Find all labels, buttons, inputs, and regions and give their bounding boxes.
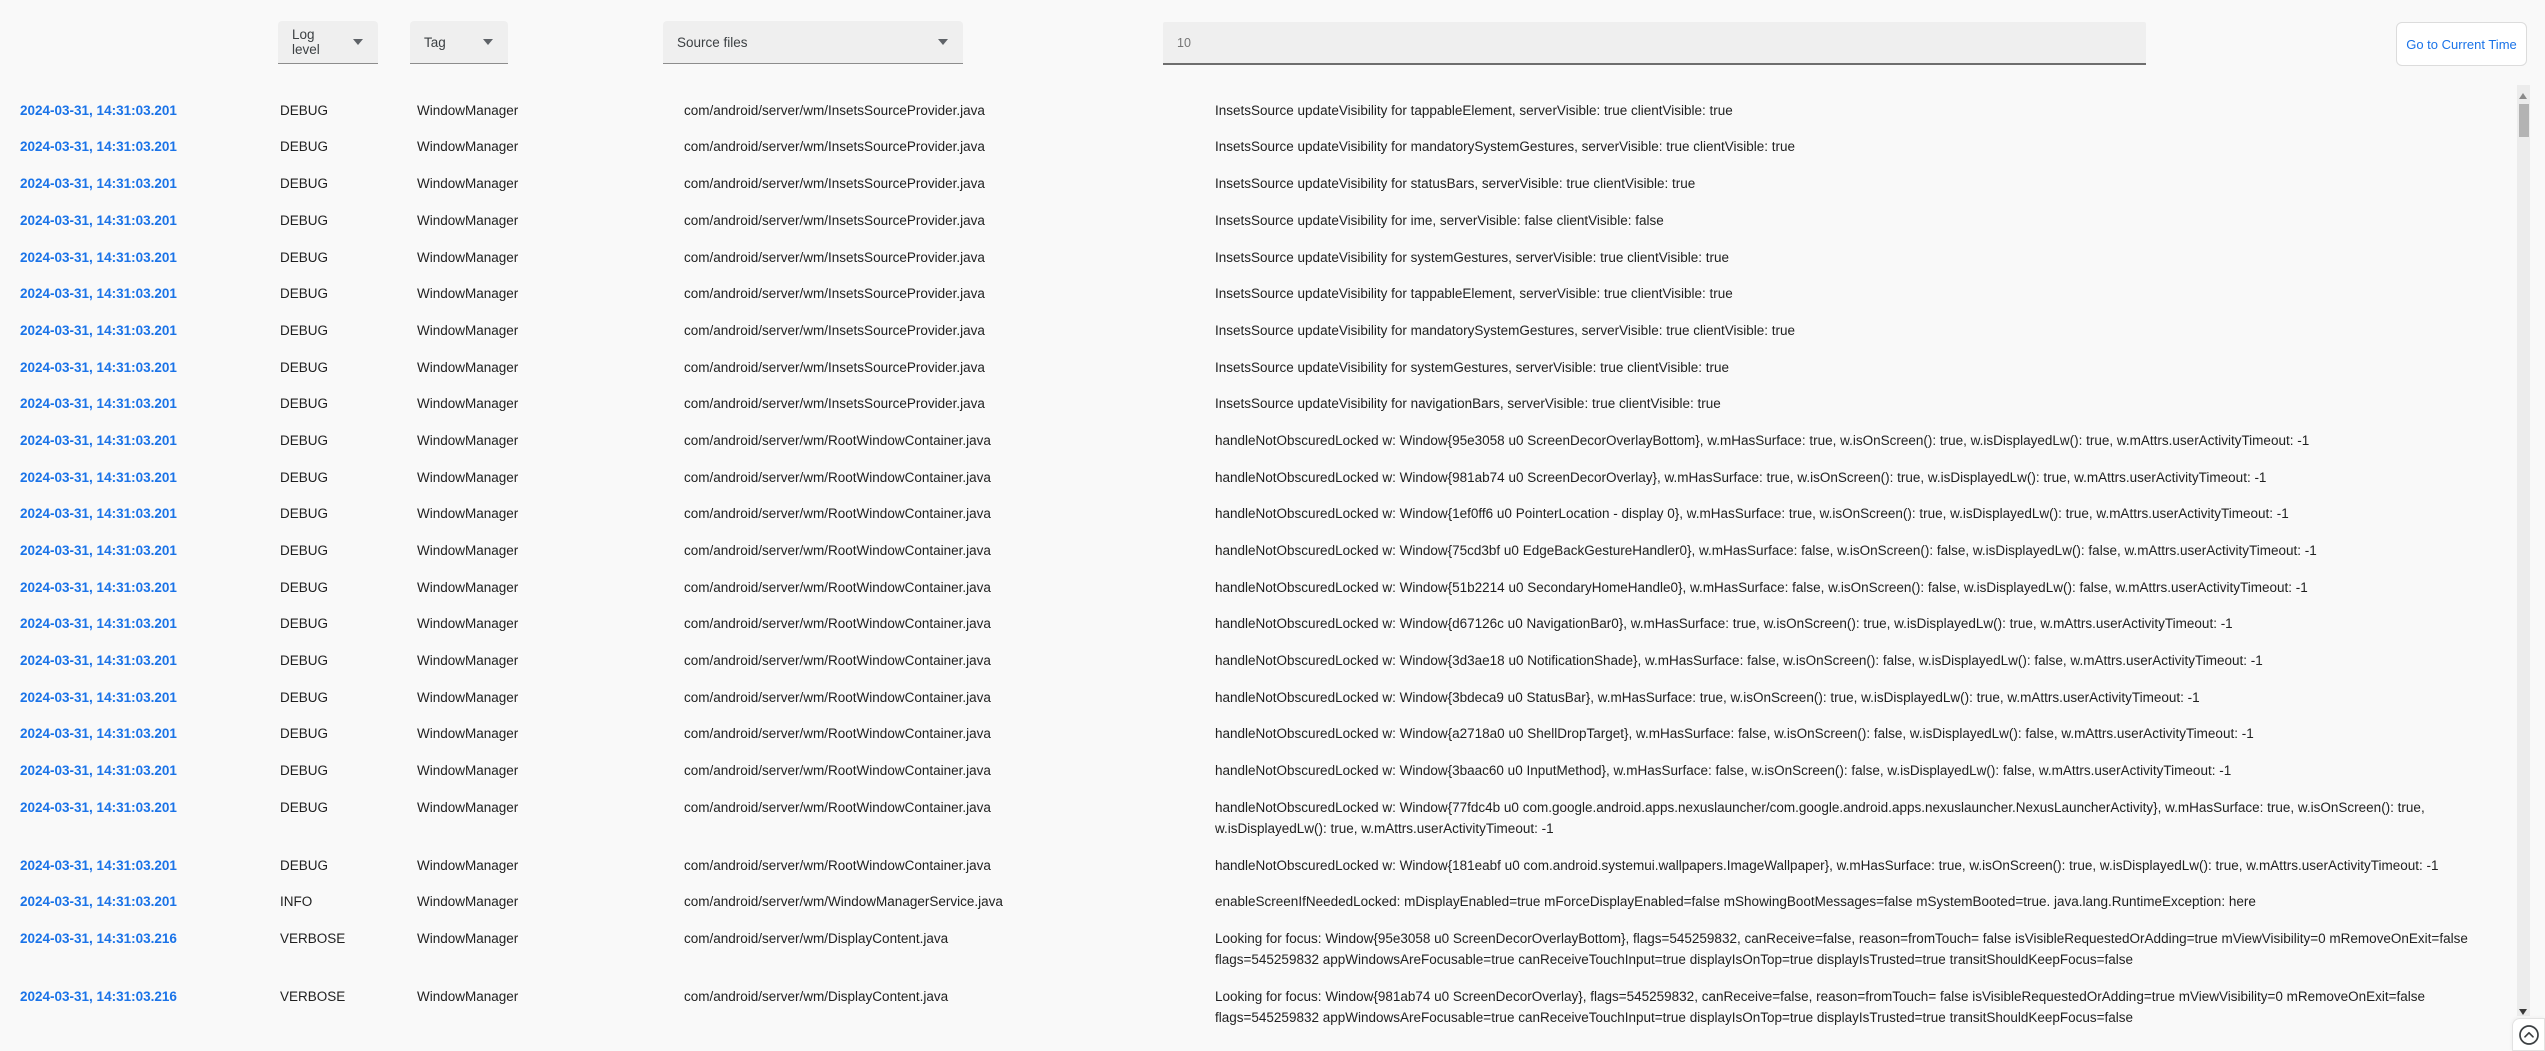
log-tag: WindowManager [417,930,519,946]
log-timestamp-link[interactable]: 2024-03-31, 14:31:03.201 [20,579,177,595]
log-source-file: com/android/server/wm/RootWindowContainer.java [684,432,991,448]
log-timestamp-link[interactable]: 2024-03-31, 14:31:03.201 [20,176,177,192]
log-tag: WindowManager [417,322,519,338]
log-level: DEBUG [280,176,329,192]
filter-toolbar [0,0,2545,85]
log-tag: WindowManager [417,286,519,302]
log-timestamp-link[interactable]: 2024-03-31, 14:31:03.201 [20,763,177,779]
log-source-file: com/android/server/wm/RootWindowContainer.java [684,799,991,815]
log-message: handleNotObscuredLocked w: Window{51b2214 u0 SecondaryHomeHandle0}, w.mHasSurface: false, w.isOnScreen(): false, w.isDisplayedLw(): false, w.mAttrs.userActivityTimeout: -1 [1215,579,2308,595]
log-timestamp-link[interactable]: 2024-03-31, 14:31:03.201 [20,894,177,910]
log-source-file: com/android/server/wm/RootWindowContainer.java [684,579,991,595]
log-message: InsetsSource updateVisibility for tappableElement, serverVisible: true clientVisible: true [1215,102,1733,118]
log-level: DEBUG [280,432,329,448]
log-tag: WindowManager [417,432,519,448]
scrollbar-up-arrow-icon[interactable] [2519,93,2527,99]
circle-chevron-up-icon [2517,1023,2541,1047]
log-source-file: com/android/server/wm/RootWindowContainer.java [684,689,991,705]
log-tag: WindowManager [417,543,519,559]
log-row [0,569,2513,606]
log-level: DEBUG [280,799,329,815]
log-message: handleNotObscuredLocked w: Window{3d3ae18 u0 NotificationShade}, w.mHasSurface: false, w.isOnScreen(): false, w.isDisplayedLw(): false, w.mAttrs.userActivityTimeout: -1 [1215,653,2263,669]
log-row [0,679,2513,716]
log-row [0,847,2513,884]
log-source-file: com/android/server/wm/WindowManagerService.java [684,894,1003,910]
log-timestamp-link[interactable]: 2024-03-31, 14:31:03.201 [20,469,177,485]
log-row [0,239,2513,276]
tag-dropdown[interactable] [410,21,508,64]
log-tag: WindowManager [417,988,519,1004]
log-tag: WindowManager [417,212,519,228]
log-tag: WindowManager [417,139,519,155]
log-row [0,349,2513,386]
log-tag: WindowManager [417,249,519,265]
log-source-file: com/android/server/wm/RootWindowContainer.java [684,616,991,632]
log-source-file: com/android/server/wm/InsetsSourceProvider.java [684,396,985,412]
log-message: InsetsSource updateVisibility for statusBars, serverVisible: true clientVisible: true [1215,176,1696,192]
log-message: InsetsSource updateVisibility for systemGestures, serverVisible: true clientVisible: true [1215,249,1729,265]
log-source-file: com/android/server/wm/InsetsSourceProvider.java [684,249,985,265]
log-row [0,716,2513,753]
log-message: handleNotObscuredLocked w: Window{3bdeca9 u0 StatusBar}, w.mHasSurface: true, w.isOnScreen(): true, w.isDisplayedLw(): true, w.mAttrs.userActivityTimeout: -1 [1215,689,2200,705]
log-row [0,978,2513,1036]
log-message: handleNotObscuredLocked w: Window{d67126c u0 NavigationBar0}, w.mHasSurface: true, w.isOnScreen(): true, w.isDisplayedLw(): true, w.mAttrs.userActivityTimeout: -1 [1215,616,2233,632]
log-timestamp-link[interactable]: 2024-03-31, 14:31:03.201 [20,322,177,338]
log-level: DEBUG [280,469,329,485]
scrollbar-down-arrow-icon[interactable] [2519,1009,2527,1015]
log-tag: WindowManager [417,396,519,412]
log-level-dropdown[interactable] [278,21,378,64]
log-source-file: com/android/server/wm/RootWindowContainer.java [684,469,991,485]
log-level: DEBUG [280,212,329,228]
log-row [0,883,2513,920]
log-tag: WindowManager [417,763,519,779]
log-message: enableScreenIfNeededLocked: mDisplayEnabled=true mForceDisplayEnabled=false mShowingBootMessages=false mSystemBooted=true. java.lang.RuntimeException: here [1215,894,2256,910]
log-row [0,422,2513,459]
log-level: DEBUG [280,506,329,522]
log-message: InsetsSource updateVisibility for mandatorySystemGestures, serverVisible: true clientVisible: true [1215,322,1796,338]
log-level: DEBUG [280,653,329,669]
log-level: VERBOSE [280,930,346,946]
log-row [0,459,2513,496]
log-message: InsetsSource updateVisibility for systemGestures, serverVisible: true clientVisible: true [1215,359,1729,375]
log-message: handleNotObscuredLocked w: Window{181eabf u0 com.android.systemui.wallpapers.ImageWallpaper}, w.mHasSurface: true, w.isOnScreen(): true, w.isDisplayedLw(): true, w.mAttrs.userActivityTimeout: -1 [1215,857,2439,873]
log-timestamp-link[interactable]: 2024-03-31, 14:31:03.201 [20,286,177,302]
go-to-current-time-button[interactable]: Go to Current Time [2396,22,2527,66]
log-row [0,386,2513,423]
log-source-file: com/android/server/wm/InsetsSourceProvider.java [684,212,985,228]
limit-input[interactable] [1163,22,2146,65]
log-level: DEBUG [280,102,329,118]
log-tag: WindowManager [417,359,519,375]
log-source-file: com/android/server/wm/InsetsSourceProvider.java [684,359,985,375]
log-source-file: com/android/server/wm/InsetsSourceProvider.java [684,176,985,192]
log-timestamp-link[interactable]: 2024-03-31, 14:31:03.216 [20,988,177,1004]
log-level: DEBUG [280,286,329,302]
log-level: DEBUG [280,359,329,375]
log-list [0,85,2513,1051]
log-tag: WindowManager [417,616,519,632]
log-row [0,129,2513,166]
log-source-file: com/android/server/wm/InsetsSourceProvider.java [684,102,985,118]
log-source-file: com/android/server/wm/InsetsSourceProvider.java [684,139,985,155]
log-message: handleNotObscuredLocked w: Window{981ab74 u0 ScreenDecorOverlay}, w.mHasSurface: true, w.isOnScreen(): true, w.isDisplayedLw(): true, w.mAttrs.userActivityTimeout: -1 [1215,469,2267,485]
log-tag: WindowManager [417,176,519,192]
log-timestamp-link[interactable]: 2024-03-31, 14:31:03.201 [20,653,177,669]
log-level: INFO [280,894,313,910]
log-tag: WindowManager [417,469,519,485]
log-timestamp-link[interactable]: 2024-03-31, 14:31:03.201 [20,616,177,632]
log-level: VERBOSE [280,988,346,1004]
log-timestamp-link[interactable]: 2024-03-31, 14:31:03.201 [20,432,177,448]
log-source-file: com/android/server/wm/DisplayContent.java [684,988,949,1004]
log-tag: WindowManager [417,857,519,873]
log-message: handleNotObscuredLocked w: Window{a2718a0 u0 ShellDropTarget}, w.mHasSurface: false, w.isOnScreen(): false, w.isDisplayedLw(): false, w.mAttrs.userActivityTimeout: -1 [1215,726,2254,742]
chevron-down-icon [353,39,363,45]
log-level: DEBUG [280,857,329,873]
log-message: InsetsSource updateVisibility for tappableElement, serverVisible: true clientVisible: true [1215,286,1733,302]
source-files-dropdown[interactable] [663,21,963,64]
log-message: handleNotObscuredLocked w: Window{77fdc4b u0 com.google.android.apps.nexuslauncher/com.google.android.apps.nexuslauncher.NexusLauncherActivity}, w.mHasSurface: true, w.isOnScreen(): true, w.isDisplayedLw(): true, w.mAttrs.userActivityTimeout: -1 [1215,799,2425,836]
log-level: DEBUG [280,726,329,742]
log-row [0,496,2513,533]
log-row [0,752,2513,789]
log-row [0,275,2513,312]
log-timestamp-link[interactable]: 2024-03-31, 14:31:03.201 [20,249,177,265]
log-row [0,312,2513,349]
scroll-to-top-button[interactable] [2512,1018,2545,1051]
log-level-dropdown-label: Log level [292,27,320,57]
log-tag: WindowManager [417,102,519,118]
log-row [0,789,2513,847]
log-timestamp-link[interactable]: 2024-03-31, 14:31:03.201 [20,139,177,155]
log-timestamp-link[interactable]: 2024-03-31, 14:31:03.201 [20,359,177,375]
log-message: Looking for focus: Window{95e3058 u0 ScreenDecorOverlayBottom}, flags=545259832, canReceive=false, reason=fromTouch= false isVisibleRequestedOrAdding=true mViewVisibility=0 mRemoveOnExit=false flags=545259832 appWindowsAreFocusable=true canReceiveTouchInput=true displayIsOnTop=true displayIsTrusted=true transitShouldKeepFocus=false [1215,930,2468,967]
log-source-file: com/android/server/wm/InsetsSourceProvider.java [684,322,985,338]
log-row [0,532,2513,569]
log-message: InsetsSource updateVisibility for navigationBars, serverVisible: true clientVisible: true [1215,396,1721,412]
log-level: DEBUG [280,322,329,338]
log-source-file: com/android/server/wm/RootWindowContainer.java [684,726,991,742]
log-row [0,92,2513,129]
log-timestamp-link[interactable]: 2024-03-31, 14:31:03.201 [20,506,177,522]
log-timestamp-link[interactable]: 2024-03-31, 14:31:03.216 [20,930,177,946]
log-source-file: com/android/server/wm/RootWindowContainer.java [684,653,991,669]
scrollbar-thumb[interactable] [2519,104,2529,137]
log-row [0,165,2513,202]
log-level: DEBUG [280,763,329,779]
log-timestamp-link[interactable]: 2024-03-31, 14:31:03.201 [20,799,177,815]
log-timestamp-link[interactable]: 2024-03-31, 14:31:03.201 [20,857,177,873]
log-message: handleNotObscuredLocked w: Window{1ef0ff6 u0 PointerLocation - display 0}, w.mHasSurface: true, w.isOnScreen(): true, w.isDisplayedLw(): true, w.mAttrs.userActivityTimeout: -1 [1215,506,2289,522]
scrollbar-track[interactable] [2517,85,2530,1016]
log-timestamp-link[interactable]: 2024-03-31, 14:31:03.201 [20,212,177,228]
log-source-file: com/android/server/wm/DisplayContent.java [684,930,949,946]
log-message: Looking for focus: Window{981ab74 u0 ScreenDecorOverlay}, flags=545259832, canReceive=false, reason=fromTouch= false isVisibleRequestedOrAdding=true mViewVisibility=0 mRemoveOnExit=false flags=545259832 appWindowsAreFocusable=true canReceiveTouchInput=true displayIsOnTop=true displayIsTrusted=true transitShouldKeepFocus=false [1215,988,2426,1025]
log-row [0,642,2513,679]
log-tag: WindowManager [417,653,519,669]
log-message: InsetsSource updateVisibility for mandatorySystemGestures, serverVisible: true clientVisible: true [1215,139,1796,155]
log-row [0,606,2513,643]
log-source-file: com/android/server/wm/RootWindowContainer.java [684,857,991,873]
log-level: DEBUG [280,579,329,595]
log-tag: WindowManager [417,506,519,522]
chevron-down-icon [483,39,493,45]
log-tag: WindowManager [417,726,519,742]
tag-dropdown-label: Tag [424,34,446,50]
log-timestamp-link[interactable]: 2024-03-31, 14:31:03.201 [20,689,177,705]
log-message: handleNotObscuredLocked w: Window{95e3058 u0 ScreenDecorOverlayBottom}, w.mHasSurface: true, w.isOnScreen(): true, w.isDisplayedLw(): true, w.mAttrs.userActivityTimeout: -1 [1215,432,2310,448]
log-row [0,202,2513,239]
log-source-file: com/android/server/wm/InsetsSourceProvider.java [684,286,985,302]
log-level: DEBUG [280,543,329,559]
log-source-file: com/android/server/wm/RootWindowContainer.java [684,543,991,559]
log-source-file: com/android/server/wm/RootWindowContainer.java [684,763,991,779]
log-level: DEBUG [280,139,329,155]
chevron-down-icon [938,39,948,45]
log-source-file: com/android/server/wm/RootWindowContainer.java [684,506,991,522]
source-files-dropdown-label: Source files [677,34,748,50]
log-message: handleNotObscuredLocked w: Window{3baac60 u0 InputMethod}, w.mHasSurface: false, w.isOnScreen(): false, w.isDisplayedLw(): false, w.mAttrs.userActivityTimeout: -1 [1215,763,2232,779]
log-level: DEBUG [280,689,329,705]
log-tag: WindowManager [417,894,519,910]
log-tag: WindowManager [417,579,519,595]
log-message: InsetsSource updateVisibility for ime, serverVisible: false clientVisible: false [1215,212,1664,228]
log-timestamp-link[interactable]: 2024-03-31, 14:31:03.201 [20,102,177,118]
log-tag: WindowManager [417,799,519,815]
log-timestamp-link[interactable]: 2024-03-31, 14:31:03.201 [20,726,177,742]
log-level: DEBUG [280,396,329,412]
log-message: handleNotObscuredLocked w: Window{75cd3bf u0 EdgeBackGestureHandler0}, w.mHasSurface: false, w.isOnScreen(): false, w.isDisplayedLw(): false, w.mAttrs.userActivityTimeout: -1 [1215,543,2317,559]
log-level: DEBUG [280,616,329,632]
log-tag: WindowManager [417,689,519,705]
log-level: DEBUG [280,249,329,265]
log-timestamp-link[interactable]: 2024-03-31, 14:31:03.201 [20,396,177,412]
log-row [0,920,2513,978]
log-timestamp-link[interactable]: 2024-03-31, 14:31:03.201 [20,543,177,559]
